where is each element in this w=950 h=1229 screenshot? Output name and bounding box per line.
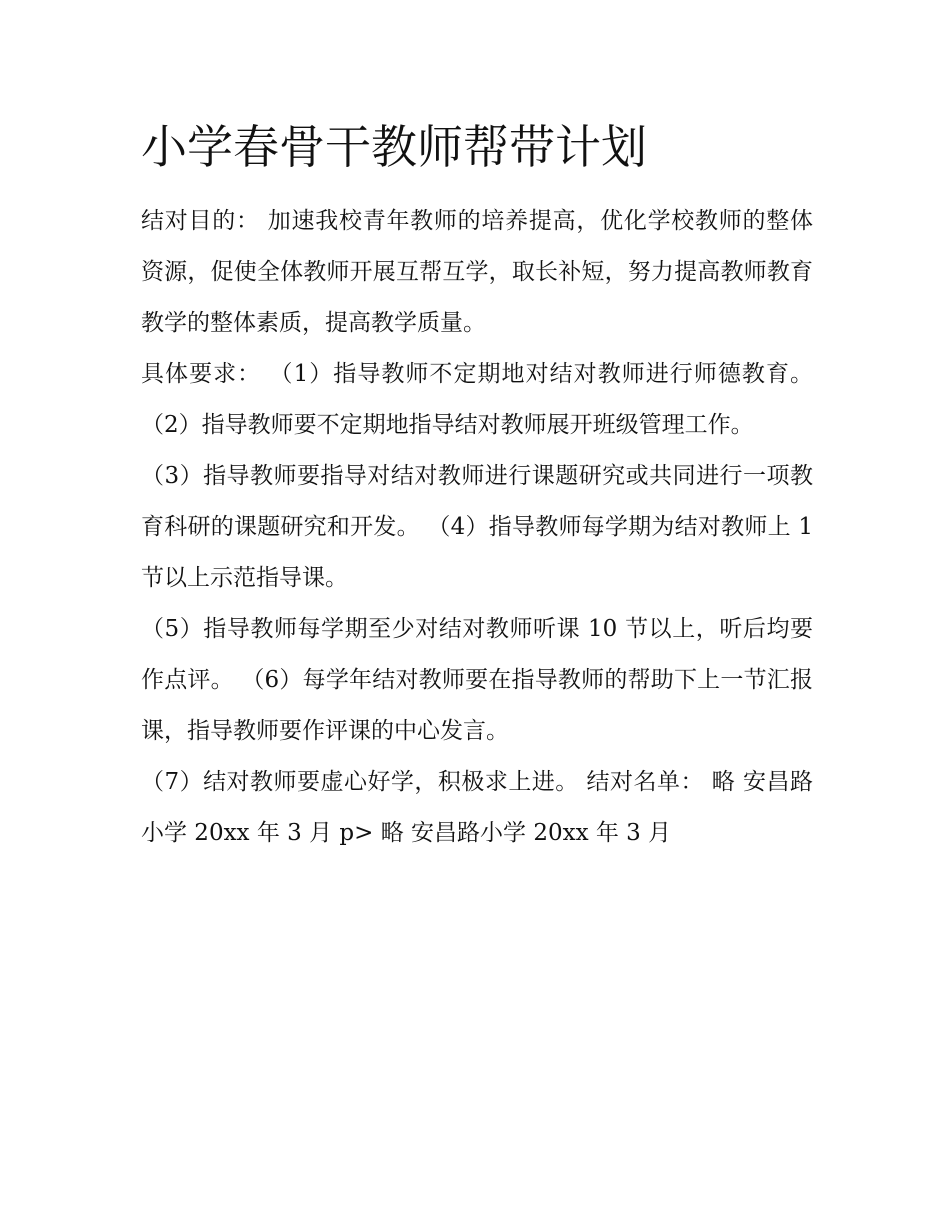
paragraph-requirements: 具体要求： （1）指导教师不定期地对结对教师进行师德教育。 （2）指导教师要不定期地指导结对教师展开班级管理工作。 <box>141 361 813 438</box>
paragraph-purpose: 结对目的： 加速我校青年教师的培养提高，优化学校教师的整体资源，促使全体教师开展互帮互学，取长补短，努力提高教师教育教学的整体素质，提高教学质量。 <box>141 208 813 336</box>
paragraph-observation: （5）指导教师每学期至少对结对教师听课 10 节以上，听后均要作点评。 （6）每学年结对教师要在指导教师的帮助下上一节汇报课，指导教师要作评课的中心发言。 <box>141 616 813 744</box>
document-title: 小学春骨干教师帮带计划 <box>141 120 647 174</box>
document-body <box>141 112 821 859</box>
paragraph-research: （3）指导教师要指导对结对教师进行课题研究或共同进行一项教育科研的课题研究和开发。 （4）指导教师每学期为结对教师上 1 节以上示范指导课。 <box>141 463 813 591</box>
paragraph-pairing-list: （7）结对教师要虚心好学，积极求上进。 结对名单： 略 安昌路小学 20xx 年 3 月 p> 略 安昌路小学 20xx 年 3 月 <box>141 769 813 846</box>
